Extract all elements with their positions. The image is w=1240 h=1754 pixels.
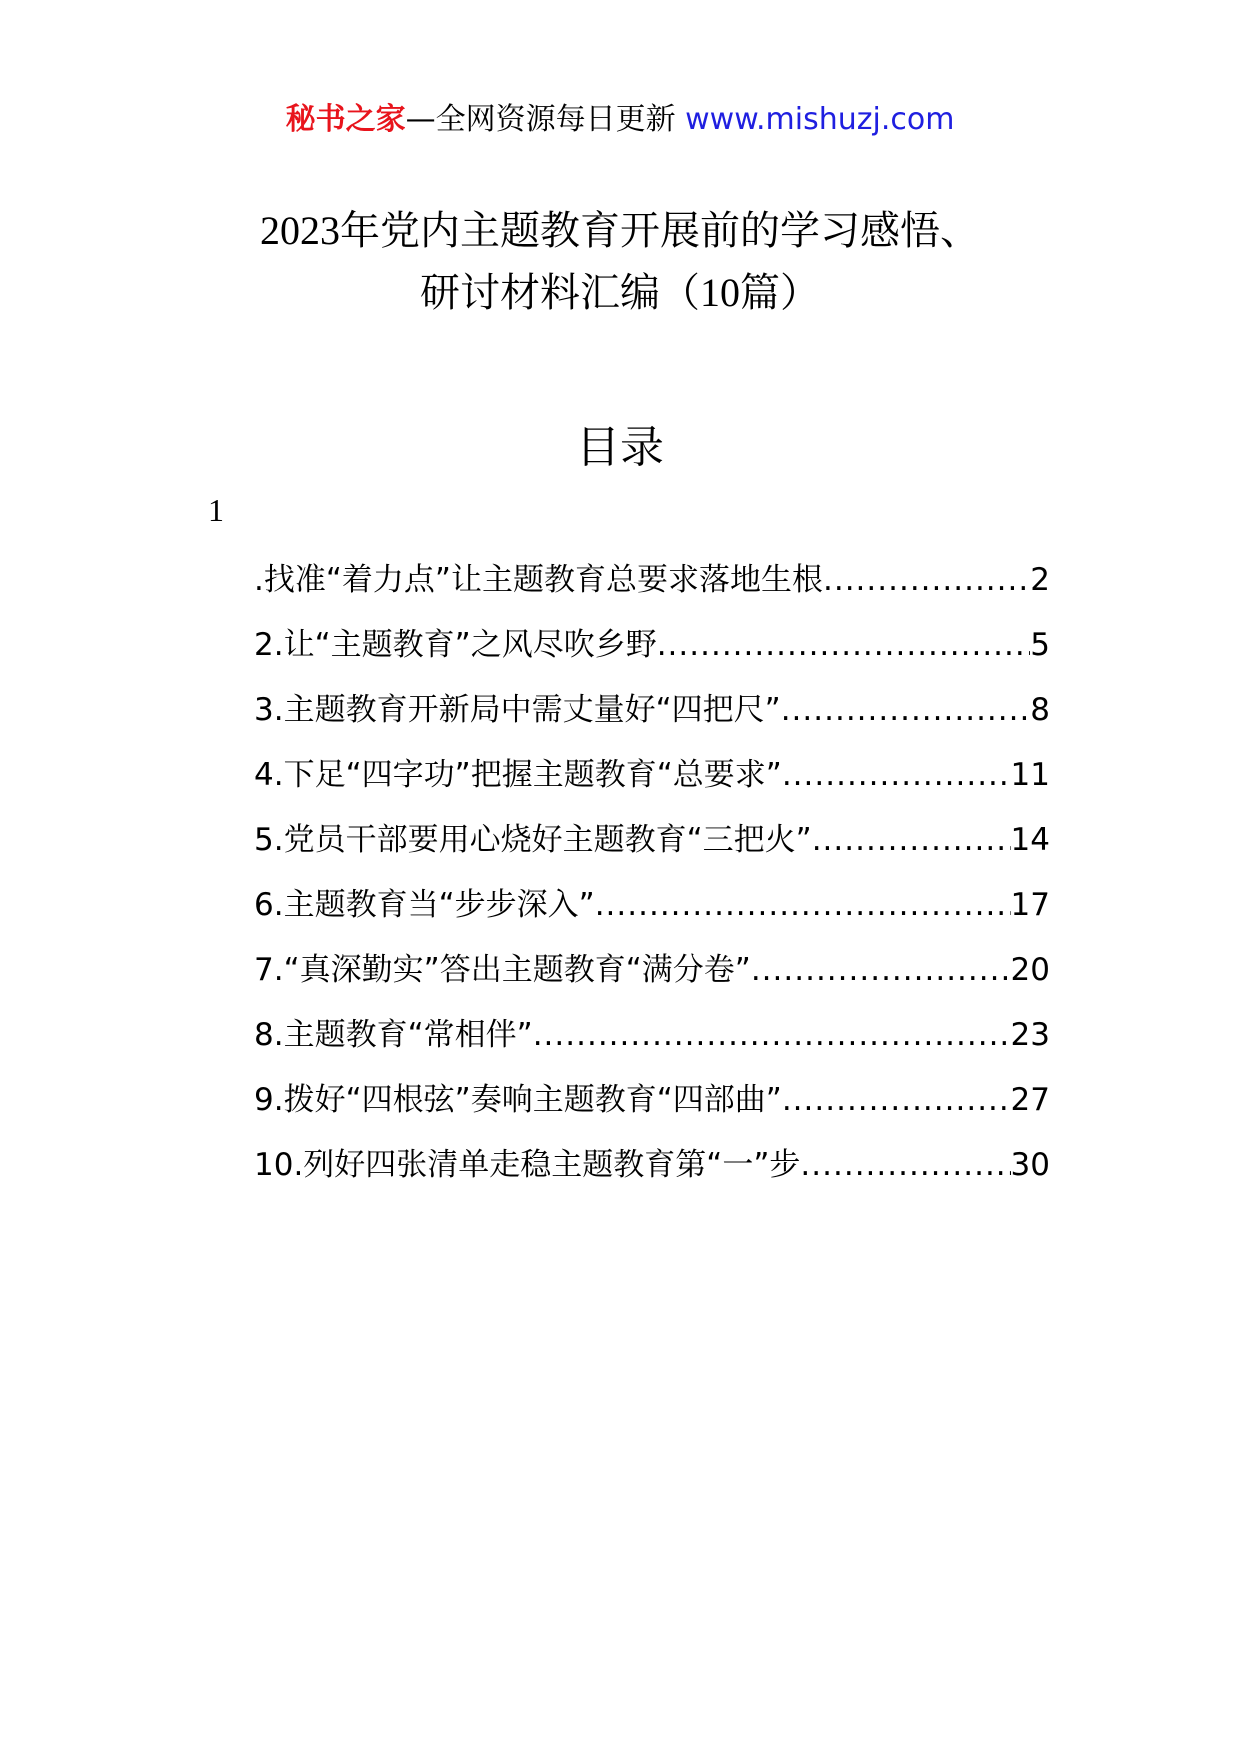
toc-entry-page: 20 (1010, 952, 1050, 988)
header-tagline: —全网资源每日更新 (405, 102, 676, 137)
toc-entry[interactable] (254, 883, 1050, 948)
toc-entry-title: 8.主题教育“常相伴” (254, 1017, 533, 1053)
toc-entry-title: 7.“真深勤实”答出主题教育“满分卷” (254, 952, 751, 988)
toc-entry-title: 2.让“主题教育”之风尽吹乡野 (254, 627, 657, 663)
toc-heading: 目录 (576, 422, 664, 473)
toc-entry-page: 30 (1010, 1147, 1050, 1183)
toc-leader-dots (751, 948, 1011, 992)
toc-leader-dots (782, 753, 1011, 797)
toc-entry-title: 6.主题教育当“步步深入” (254, 887, 595, 923)
toc-entry-page: 23 (1010, 1017, 1050, 1053)
toc-leader-dots (657, 623, 1031, 667)
toc-entry-title: 3.主题教育开新局中需丈量好“四把尺” (254, 692, 781, 728)
title-line-2-text-b: 篇） (740, 270, 820, 316)
toc-leader-dots (823, 558, 1030, 602)
toc-entry-title: 5.党员干部要用心烧好主题教育“三把火” (254, 822, 812, 858)
brand-name: 秘书之家 (285, 102, 406, 137)
toc-entry[interactable] (254, 623, 1050, 688)
toc-entry-page: 8 (1030, 692, 1050, 728)
title-line-2 (0, 262, 1240, 324)
toc-entry-page: 11 (1010, 757, 1050, 793)
toc-leader-dots (800, 1143, 1010, 1187)
toc-entry[interactable] (254, 1078, 1050, 1143)
toc-entry-title: .找准“着力点”让主题教育总要求落地生根 (254, 562, 823, 598)
toc-leader-dots (595, 883, 1011, 927)
toc-leader-dots (533, 1013, 1011, 1057)
title-line-1 (0, 200, 1240, 262)
table-of-contents (254, 558, 1050, 1208)
title-count: 10 (700, 270, 740, 315)
site-link[interactable]: www.mishuzj.com (685, 102, 955, 137)
toc-entry-page: 5 (1030, 627, 1050, 663)
toc-entry-title: 4.下足“四字功”把握主题教育“总要求” (254, 757, 782, 793)
toc-entry-page: 14 (1010, 822, 1050, 858)
toc-entry[interactable] (254, 753, 1050, 818)
toc-entry-title: 10.列好四张清单走稳主题教育第“一”步 (254, 1147, 801, 1183)
toc-entry-title: 9.拨好“四根弦”奏响主题教育“四部曲” (254, 1082, 782, 1118)
toc-entry[interactable] (254, 948, 1050, 1013)
toc-stray-number: 1 (208, 492, 224, 528)
toc-entry-page: 27 (1010, 1082, 1050, 1118)
toc-entry[interactable] (254, 818, 1050, 883)
toc-leader-dots (781, 688, 1031, 732)
toc-leader-dots (812, 818, 1011, 862)
toc-entry-page: 2 (1030, 562, 1050, 598)
toc-entry[interactable] (254, 688, 1050, 753)
title-year: 2023 (260, 208, 340, 253)
title-line-2-text-a: 研讨材料汇编（ (420, 270, 700, 316)
toc-entry-page: 17 (1010, 887, 1050, 923)
document-title (0, 200, 1240, 324)
toc-entry[interactable] (254, 558, 1050, 623)
page-header (0, 100, 1240, 140)
toc-leader-dots (782, 1078, 1011, 1122)
title-line-1-text: 年党内主题教育开展前的学习感悟、 (340, 208, 980, 254)
toc-entry[interactable] (254, 1143, 1050, 1208)
toc-entry[interactable] (254, 1013, 1050, 1078)
